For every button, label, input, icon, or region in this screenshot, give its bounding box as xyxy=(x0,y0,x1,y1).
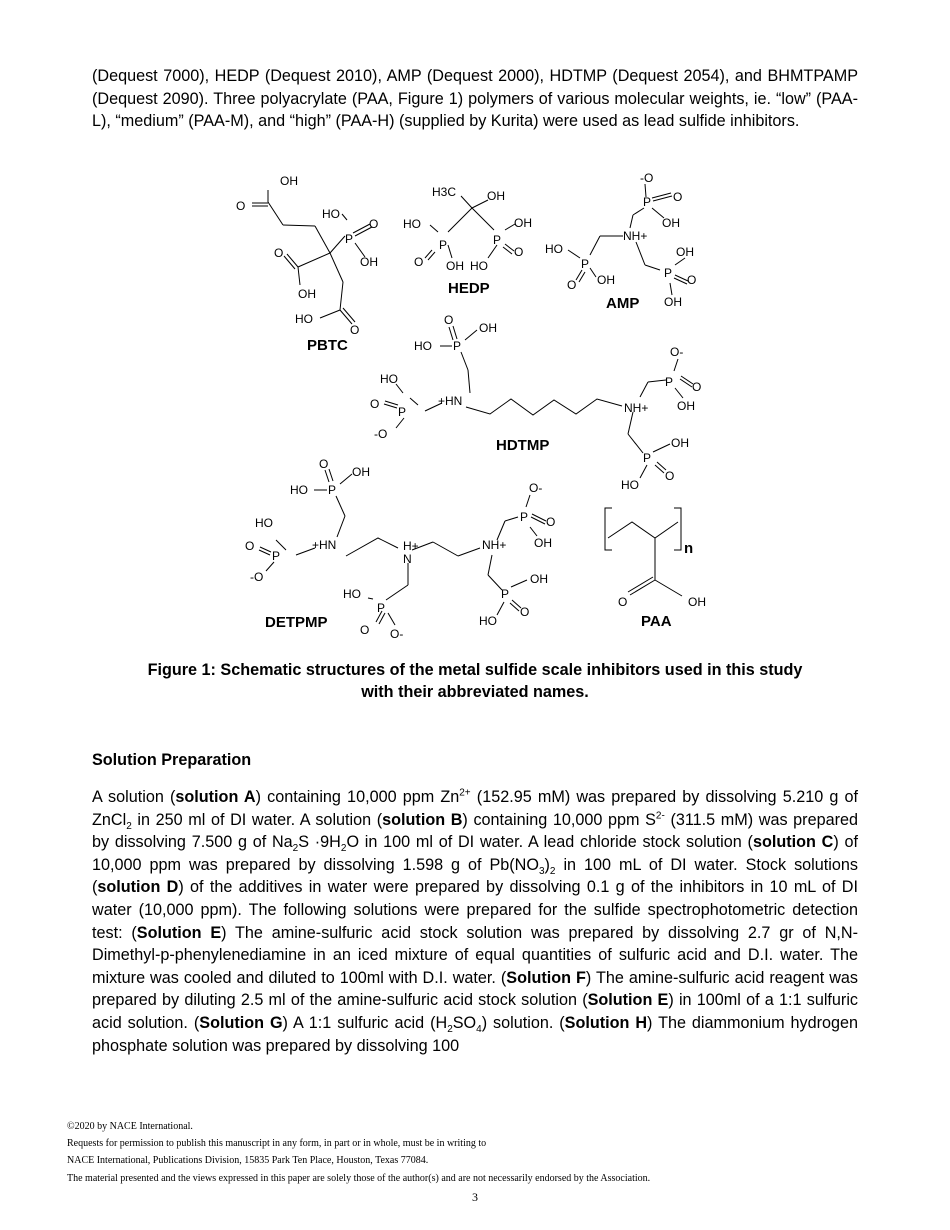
atom-label: P xyxy=(643,451,652,465)
solution-label: solution D xyxy=(97,878,179,897)
text: ) xyxy=(544,855,550,874)
text: ) containing 10,000 ppm Zn xyxy=(255,788,460,806)
repeat-unit-subscript: n xyxy=(684,540,694,557)
structure-name-pbtc: PBTC xyxy=(307,337,348,354)
atom-label: OH xyxy=(298,287,316,301)
atom-label: +HN xyxy=(312,538,337,552)
caption-line-1: Figure 1: Schematic structures of the metal sulfide scale inhibitors used in this study xyxy=(147,661,803,679)
atom-label: HO xyxy=(380,372,398,386)
atom-label: H3C xyxy=(432,185,457,199)
atom-label: P xyxy=(328,483,337,497)
atom-label: N xyxy=(403,552,412,566)
structure-name-hedp: HEDP xyxy=(448,280,490,297)
atom-label: OH xyxy=(514,216,532,230)
atom-label: O xyxy=(236,199,246,213)
atom-label: OH xyxy=(664,295,682,309)
atom-label: OH xyxy=(597,273,615,287)
atom-label: OH xyxy=(677,399,695,413)
text: ) of the additives in water were prepared by dissolving 0.1 g of the inhibitors in 10 mL of DI water (10,000 ppm). The following solutions were prepared for the sulfide spectrophotometric detection test: ( xyxy=(92,878,858,942)
atom-label: OH xyxy=(352,465,370,479)
atom-label: O xyxy=(274,246,284,260)
text: A solution ( xyxy=(92,788,176,806)
subscript: 4 xyxy=(476,1024,482,1036)
atom-label: HO xyxy=(414,339,432,353)
atom-label: O xyxy=(546,515,556,529)
solution-label: Solution F xyxy=(506,968,586,987)
atom-label: P xyxy=(493,233,502,247)
atom-label: OH xyxy=(688,595,706,609)
atom-label: OH xyxy=(360,255,378,269)
atom-label: HO xyxy=(621,478,639,492)
solution-label: Solution G xyxy=(199,1013,283,1032)
atom-label: P xyxy=(581,257,590,271)
subscript: 2 xyxy=(340,843,347,855)
atom-label: O- xyxy=(529,481,543,495)
solution-label: solution C xyxy=(752,833,834,852)
figure-1-structures xyxy=(0,160,950,660)
solution-label: Solution E xyxy=(136,923,222,942)
text: ) The amine-sulfuric acid stock solution was prepared by dissolving 2.7 gr of N,N-Dimethyl-p-phenylenediamine in an iced mixture of equal quantities of sulfuric acid and D.I. water. The mixture was cooled and diluted to 100ml with D.I. water. ( xyxy=(92,923,858,987)
subscript: 2 xyxy=(447,1024,453,1036)
atom-label: O xyxy=(567,278,577,292)
atom-label: O xyxy=(245,539,255,553)
solution-label: Solution E xyxy=(587,991,669,1010)
atom-label: HO xyxy=(255,516,273,530)
atom-label: -O xyxy=(374,427,388,441)
atom-label: P xyxy=(377,601,386,615)
atom-label: +HN xyxy=(438,394,463,408)
atom-label: O xyxy=(665,469,675,483)
atom-label: NH+ xyxy=(482,538,507,552)
atom-label: OH xyxy=(676,245,694,259)
text: O in 100 ml of DI water. A lead chloride stock solution ( xyxy=(346,833,753,852)
text: in 100 mL of DI water. Stock solutions ( xyxy=(92,855,858,897)
atom-label: OH xyxy=(530,572,548,586)
structure-name-paa: PAA xyxy=(641,613,672,630)
text: ) The diammonium hydrogen phosphate solution was prepared by dissolving 100 xyxy=(92,1013,858,1055)
text: ) solution. ( xyxy=(481,1013,565,1032)
solution-label: Solution H xyxy=(564,1013,648,1032)
atom-label: HO xyxy=(403,217,421,231)
structure-name-hdtmp: HDTMP xyxy=(496,437,550,454)
superscript: 2- xyxy=(655,810,665,822)
atom-label: OH xyxy=(534,536,552,550)
text: in 250 ml of DI water. A solution ( xyxy=(131,810,383,829)
superscript: 2+ xyxy=(459,787,471,799)
atom-label: HO xyxy=(322,207,340,221)
text: ) containing 10,000 ppm S xyxy=(462,810,656,829)
atom-label: O xyxy=(692,380,702,394)
footer-copyright: ©2020 by NACE International. xyxy=(67,1121,193,1132)
caption-line-2: with their abbreviated names. xyxy=(361,683,589,701)
atom-label: O xyxy=(360,623,370,637)
text: (311.5 mM) was prepared by dissolving 7.500 g of Na xyxy=(92,810,858,852)
subscript: 2 xyxy=(126,820,132,832)
atom-label: O xyxy=(687,273,697,287)
atom-label: HO xyxy=(545,242,563,256)
atom-label: P xyxy=(345,232,354,246)
atom-label: OH xyxy=(662,216,680,230)
solution-label: solution A xyxy=(175,788,256,806)
atom-label: OH xyxy=(446,259,464,273)
structure-name-detpmp: DETPMP xyxy=(265,614,328,631)
atom-label: O xyxy=(444,313,454,327)
text: ) The amine-sulfuric acid reagent was prepared by diluting 2.5 ml of the amine-sulfuric acid stock solution ( xyxy=(92,968,858,1010)
atom-label: -O xyxy=(250,570,264,584)
atom-label: OH xyxy=(280,174,298,188)
atom-label: HO xyxy=(295,312,313,326)
subscript: 2 xyxy=(549,866,556,878)
intro-paragraph: (Dequest 7000), HEDP (Dequest 2010), AMP (Dequest 2000), HDTMP (Dequest 2054), and BHMTPAMP (Dequest 2090). Three polyacrylate (PAA, Figure 1) polymers of various molecular weights, ie. “low” (PAA-L), “medium” (PAA-M), and “high” (PAA-H) (supplied by Kurita) were used as lead sulfide inhibitors. xyxy=(92,67,858,131)
text: ) A 1:1 sulfuric acid (H xyxy=(282,1013,448,1032)
atom-label: OH xyxy=(487,189,505,203)
atom-label: O xyxy=(673,190,683,204)
footer-address: NACE International, Publications Division, 15835 Park Ten Place, Houston, Texas 77084. xyxy=(67,1155,429,1167)
atom-label: O xyxy=(520,605,530,619)
atom-label: O- xyxy=(390,627,404,641)
atom-label: HO xyxy=(470,259,488,273)
atom-label: O xyxy=(350,323,360,337)
solution-label: solution B xyxy=(382,810,463,829)
atom-label: P xyxy=(501,587,510,601)
atom-label: O xyxy=(414,255,424,269)
atom-label: O xyxy=(370,397,380,411)
atom-label: O xyxy=(618,595,628,609)
atom-label: P xyxy=(664,266,673,280)
atom-label: P xyxy=(398,405,407,419)
subscript: 2 xyxy=(292,843,299,855)
atom-label: NH+ xyxy=(623,229,648,243)
text: S ·9H xyxy=(298,833,341,852)
atom-label: P xyxy=(520,510,529,524)
text: ) of 10,000 ppm was prepared by dissolving 1.598 g of Pb(NO xyxy=(92,833,858,874)
footer-permission: Requests for permission to publish this manuscript in any form, in part or in whole, must be in writing to xyxy=(67,1138,487,1150)
body-paragraph xyxy=(92,786,858,1057)
text: SO xyxy=(452,1013,477,1032)
atom-label: P xyxy=(643,195,652,209)
text: (152.95 mM) was prepared by dissolving 5.210 g of ZnCl xyxy=(92,788,859,829)
section-heading: Solution Preparation xyxy=(92,751,252,769)
footer xyxy=(67,1118,650,1187)
atom-label: HO xyxy=(479,614,497,628)
atom-label: HO xyxy=(290,483,308,497)
atom-label: HO xyxy=(343,587,361,601)
atom-label: P xyxy=(665,375,674,389)
text: ) in 100ml of a 1:1 sulfuric acid solution. ( xyxy=(92,991,859,1032)
atom-label: OH xyxy=(479,321,497,335)
atom-label: O xyxy=(319,457,329,471)
atom-label: P xyxy=(272,549,281,563)
atom-label: O xyxy=(514,245,524,259)
atom-label: NH+ xyxy=(624,401,649,415)
atom-label: P xyxy=(439,238,448,252)
atom-label: O xyxy=(369,217,379,231)
atom-label: O- xyxy=(670,345,684,359)
structure-name-amp: AMP xyxy=(606,295,640,312)
atom-label: OH xyxy=(671,436,689,450)
figure-caption xyxy=(92,659,858,703)
footer-disclaimer: The material presented and the views expressed in this paper are solely those of the author(s) and are not necessarily endorsed by the Association. xyxy=(67,1172,651,1184)
page-number: 3 xyxy=(472,1190,478,1204)
atom-label: P xyxy=(453,339,462,353)
subscript: 3 xyxy=(538,866,545,878)
atom-label: H+ xyxy=(403,539,419,553)
atom-label: -O xyxy=(640,171,654,185)
